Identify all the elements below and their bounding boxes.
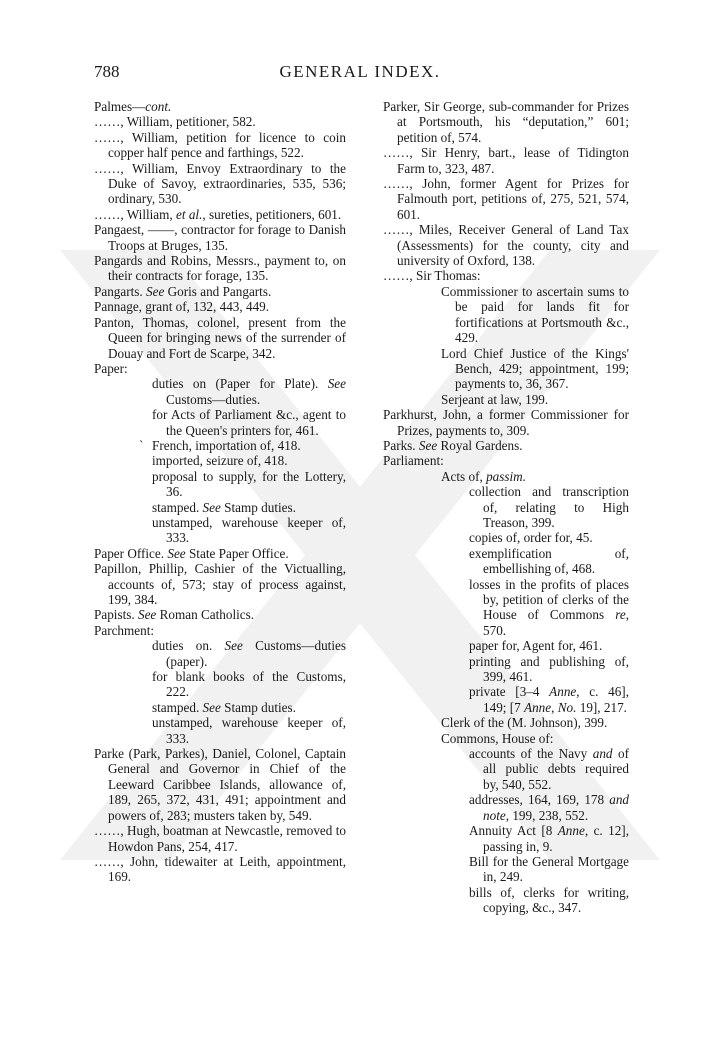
index-entry: Parliament: — [383, 453, 444, 469]
index-entry: Panton, Thomas, colonel, present from the Queen for bringing news of the surrender of Douay and Fort de Scarpe, 342. — [94, 314, 346, 361]
index-entry: copies of, order for, 45. — [469, 530, 593, 546]
index-entry: Commissioner to ascertain sums to be paid for lands fit for fortifications at Portsmouth &c., 429. — [441, 283, 629, 346]
index-entry: paper for, Agent for, 461. — [469, 638, 603, 654]
index-entry: ……, Hugh, boatman at Newcastle, removed to Howdon Pans, 254, 417. — [94, 823, 346, 854]
index-entry: Palmes—cont. — [94, 99, 172, 114]
index-entry: private [3–4 Anne, c. 46], 149; [7 Anne, No. 19], 217. — [469, 684, 629, 715]
index-entry: unstamped, warehouse keeper of, 333. — [152, 715, 346, 746]
index-entry: losses in the profits of places by, petition of clerks of the House of Commons re, 570. — [469, 576, 629, 638]
index-entry: Serjeant at law, 199. — [441, 391, 549, 407]
index-entry: ……, William, Envoy Extraordinary to the Duke of Savoy, extraordinaries, 535, 536; ordinary, 530. — [94, 160, 346, 207]
right-column — [383, 99, 629, 916]
index-entry: addresses, 164, 169, 178 and note, 199, 238, 552. — [469, 792, 629, 823]
index-entry: ` French, importation of, 418. — [94, 438, 346, 453]
index-entry: Pangards and Robins, Messrs., payment to, on their contracts for forage, 135. — [94, 253, 346, 284]
index-entry: collection and transcription of, relating to High Treason, 399. — [469, 484, 629, 530]
index-entry: ……, Sir Henry, bart., lease of Tidington Farm to, 323, 487. — [383, 145, 629, 176]
index-entry: Acts of, passim. — [441, 468, 526, 484]
index-entry: Parker, Sir George, sub-commander for Prizes at Portsmouth, his “deputation,” 601; petition of, 574. — [383, 99, 629, 145]
index-entry: Parke (Park, Parkes), Daniel, Colonel, Captain General and Governor in Chief of the Leeward Caribbee Islands, allowance of, 189, 265, 372, 431, 491; appointment and powers of, 283; musters taken by, 549. — [94, 746, 346, 823]
index-entry: bills of, clerks for writing, copying, &c., 347. — [469, 884, 629, 916]
index-entry: stamped. See Stamp duties. — [152, 699, 296, 715]
index-entry: ……, William, petition for licence to coin copper half pence and farthings, 522. — [94, 129, 346, 161]
index-entry: proposal to supply, for the Lottery, 36. — [152, 468, 346, 500]
page-header — [0, 62, 720, 86]
index-entry: ……, William, et al., sureties, petitioners, 601. — [94, 206, 342, 222]
index-entry: Paper Office. See State Paper Office. — [94, 545, 289, 561]
left-column — [94, 99, 346, 885]
index-entry: Pangarts. See Goris and Pangarts. — [94, 283, 272, 299]
index-entry: Papillon, Phillip, Cashier of the Victualling, accounts of, 573; stay of process against, 199, 384. — [94, 561, 346, 607]
index-entry: ……, John, former Agent for Prizes for Falmouth port, petitions of, 275, 521, 574, 601. — [383, 176, 629, 222]
index-entry: Pannage, grant of, 132, 443, 449. — [94, 299, 270, 315]
index-entry: duties on (Paper for Plate). See Customs—duties. — [152, 376, 346, 407]
index-entry: Papists. See Roman Catholics. — [94, 607, 255, 623]
page-number: 788 — [94, 62, 120, 81]
index-entry: Clerk of the (M. Johnson), 399. — [441, 715, 608, 731]
index-entry: Annuity Act [8 Anne, c. 12], passing in, 9. — [469, 823, 629, 854]
index-entry: Commons, House of: — [441, 730, 554, 746]
index-entry: Paper: — [94, 360, 128, 376]
index-entry: Lord Chief Justice of the Kings' Bench, 429; appointment, 199; payments to, 36, 367. — [441, 345, 629, 392]
index-entry: stamped. See Stamp duties. — [152, 499, 296, 515]
index-entry: Parkhurst, John, a former Commissioner for Prizes, payments to, 309. — [383, 407, 629, 438]
index-entry: printing and publishing of, 399, 461. — [469, 653, 629, 685]
index-entry: exemplification of, embellishing of, 468. — [469, 545, 629, 577]
index-entry: ……, John, tidewaiter at Leith, appointment, 169. — [94, 853, 346, 885]
index-entry: for Acts of Parliament &c., agent to the Queen's printers for, 461. — [152, 407, 346, 438]
index-entry: ……, William, petitioner, 582. — [94, 114, 256, 130]
index-entry: Bill for the General Mortgage in, 249. — [469, 853, 629, 885]
index-entry: Pangaest, ——, contractor for forage to Danish Troops at Bruges, 135. — [94, 222, 346, 253]
index-entry: ……, Sir Thomas: — [383, 268, 481, 284]
index-entry: Parchment: — [94, 622, 155, 638]
index-entry: duties on. See Customs—duties (paper). — [152, 638, 346, 669]
index-entry: Parks. See Royal Gardens. — [383, 437, 523, 453]
index-entry: imported, seizure of, 418. — [152, 453, 288, 469]
index-entry: unstamped, warehouse keeper of, 333. — [152, 514, 346, 546]
index-entry: for blank books of the Customs, 222. — [152, 669, 346, 700]
index-entry: ……, Miles, Receiver General of Land Tax (Assessments) for the county, city and university of Oxford, 138. — [383, 222, 629, 269]
index-entry: accounts of the Navy and of all public debts required by, 540, 552. — [469, 746, 629, 792]
page-title: GENERAL INDEX. — [279, 62, 441, 81]
